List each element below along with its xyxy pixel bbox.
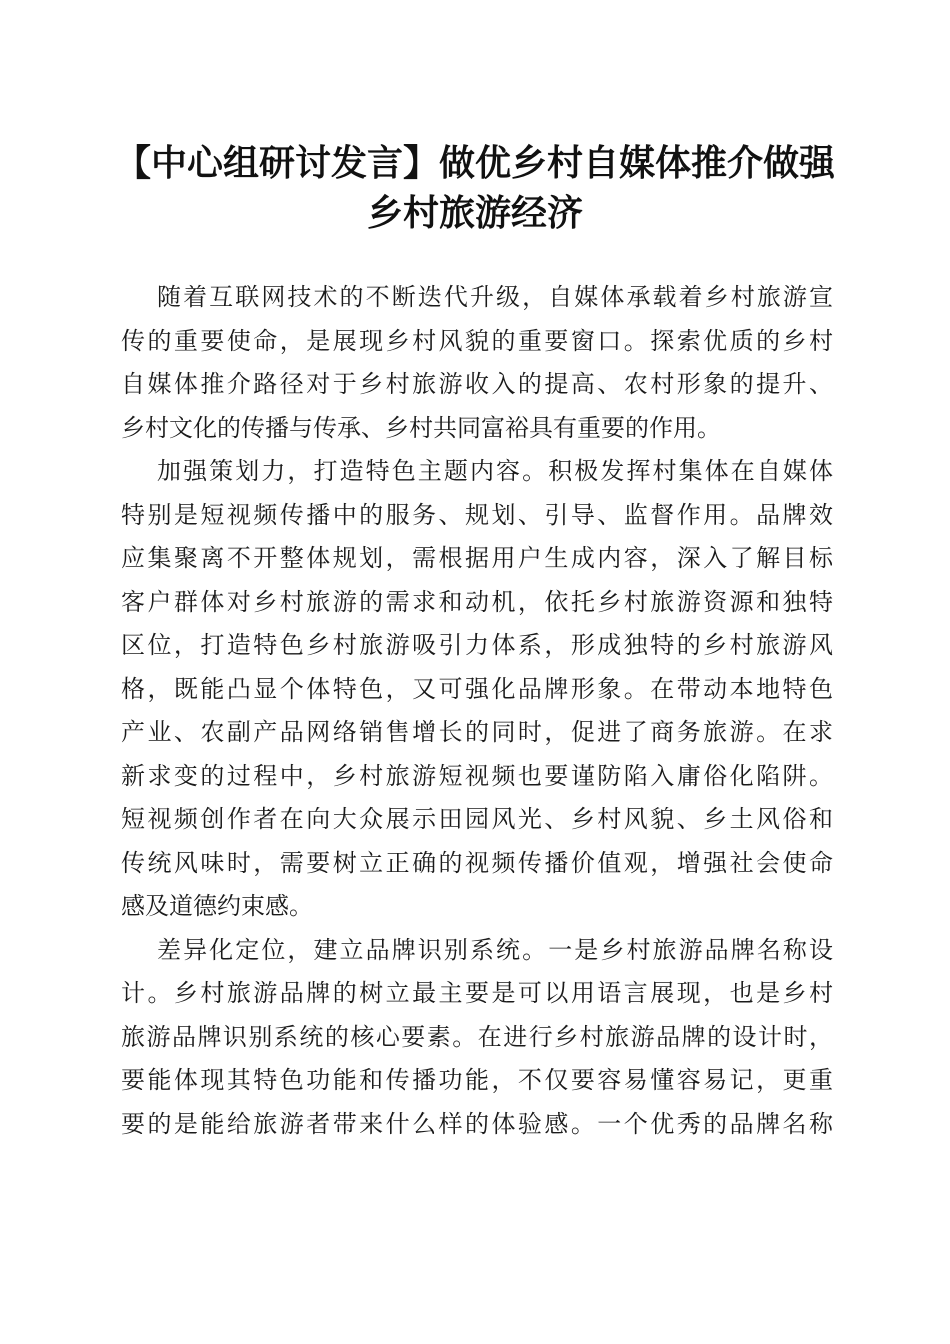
paragraph-3 (121, 929, 833, 1147)
text-line: 特别是短视频传播中的服务、规划、引导、监督作用。品牌效 (121, 500, 833, 529)
text-line: 加强策划力，打造特色主题内容。积极发挥村集体在自媒体 (157, 457, 833, 485)
text-line: 旅游品牌识别系统的核心要素。在进行乡村旅游品牌的设计时， (121, 1022, 833, 1051)
document-title (110, 138, 840, 238)
title-line: 【中心组研讨发言】做优乡村自媒体推介做强 (114, 142, 835, 184)
text-line: 感及道德约束感。 (121, 892, 313, 920)
paragraph-1 (121, 276, 833, 450)
text-line: 短视频创作者在向大众展示田园风光、乡村风貌、乡土风俗和 (121, 805, 833, 833)
text-line: 自媒体推介路径对于乡村旅游收入的提高、农村形象的提升、 (121, 370, 833, 398)
text-line: 传的重要使命，是展现乡村风貌的重要窗口。探索优质的乡村 (121, 326, 833, 355)
text-line: 格，既能凸显个体特色，又可强化品牌形象。在带动本地特色 (121, 674, 833, 703)
title-line: 乡村旅游经济 (366, 192, 583, 234)
text-line: 应集聚离不开整体规划，需根据用户生成内容，深入了解目标 (121, 544, 833, 572)
text-line: 新求变的过程中，乡村旅游短视频也要谨防陷入庸俗化陷阱。 (121, 761, 833, 790)
text-line: 要能体现其特色功能和传播功能，不仅要容易懂容易记，更重 (121, 1066, 833, 1094)
text-line: 乡村文化的传播与传承、乡村共同富裕具有重要的作用。 (121, 413, 721, 442)
text-line: 客户群体对乡村旅游的需求和动机，依托乡村旅游资源和独特 (121, 587, 833, 616)
text-line: 传统风味时，需要树立正确的视频传播价值观，增强社会使命 (121, 848, 833, 877)
text-line: 产业、农副产品网络销售增长的同时，促进了商务旅游。在求 (121, 718, 833, 746)
paragraph-2 (121, 450, 833, 929)
text-line: 差异化定位，建立品牌识别系统。一是乡村旅游品牌名称设 (157, 935, 833, 964)
text-line: 要的是能给旅游者带来什么样的体验感。一个优秀的品牌名称 (121, 1109, 833, 1138)
text-line: 区位，打造特色乡村旅游吸引力体系，形成独特的乡村旅游风 (121, 631, 833, 659)
document-body (121, 276, 833, 1146)
text-line: 随着互联网技术的不断迭代升级，自媒体承载着乡村旅游宣 (157, 283, 833, 311)
text-line: 计。乡村旅游品牌的树立最主要是可以用语言展现，也是乡村 (121, 979, 833, 1007)
